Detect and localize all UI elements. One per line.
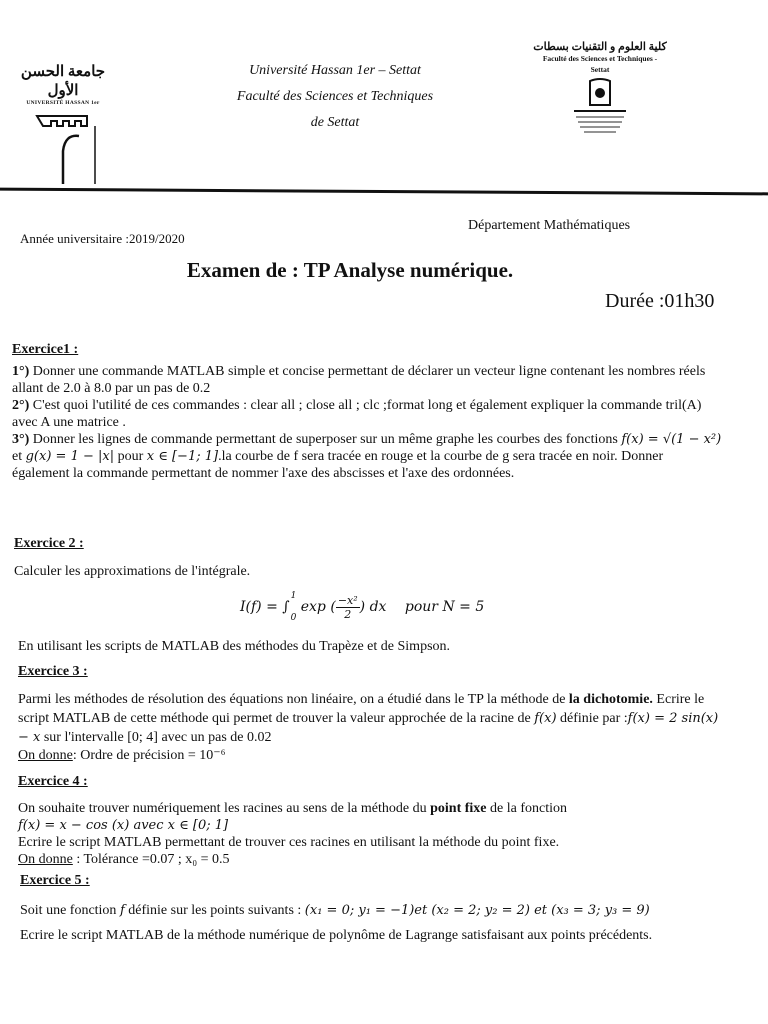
integral-fraction: [336, 594, 360, 621]
exercise-5-instruction: Ecrire le script MATLAB de la méthode numérique de polynôme de Lagrange satisfaisant aux points précédents.: [20, 928, 653, 943]
exercise-text: de la fonction: [490, 801, 567, 816]
exercise-4: [18, 773, 730, 868]
logo-latin-text: UNIVERSITÉ HASSAN 1er: [26, 100, 100, 106]
exercise-4-instruction: Ecrire le script MATLAB permettant de trouver ces racines en utilisant la méthode du point fixe.: [18, 835, 560, 850]
method-name: la dichotomie.: [568, 692, 653, 707]
logo-arabic-text: جامعة الحسن الأول: [20, 64, 106, 99]
academic-year: Année universitaire :2019/2020: [20, 231, 185, 246]
preposition: pour: [117, 449, 144, 464]
question-number: 3°): [12, 432, 30, 447]
exercise-1-question-2: [12, 397, 724, 431]
faculty-french-line1: Faculté des Sciences et Techniques -: [542, 54, 658, 63]
exercise-text: Parmi les méthodes de résolution des équations non linéaire, on a étudié dans le TP la méthode de: [18, 692, 566, 707]
exercise-text: définie par :: [560, 711, 628, 726]
question-number: 2°): [12, 398, 30, 413]
conjunction: et: [12, 449, 23, 464]
exercise-1-question-1: [12, 363, 724, 397]
exercise-1-question-3: [12, 431, 724, 482]
exercise-4-text: [18, 800, 730, 817]
given-label: On donne: [18, 748, 73, 763]
integral-lhs: I(f) = ∫: [240, 599, 290, 615]
domain: x ∈ [−1; 1]: [146, 449, 219, 464]
given-value: : Ordre de précision = 10⁻⁶: [72, 748, 226, 763]
question-text-end: .la courbe de f sera tracée en rouge et la courbe de g sera tracée en noir. Donner également la commande permettant de nommer l'axe des abscisses et l'axe des ordonnées.: [12, 449, 664, 481]
exam-duration: Durée :01h30: [605, 290, 715, 312]
exercise-3-title: Exercice 3 :: [18, 664, 88, 679]
exercise-text: définie sur les points suivants :: [128, 903, 302, 918]
faculty-french-line2: Settat: [590, 65, 610, 74]
exercise-text: Soit une fonction: [20, 903, 117, 918]
exercise-text: Ecrire le script MATLAB de cette méthode qui permet de trouver la valeur approchée de la racine de: [18, 692, 705, 726]
exercise-4-function: f(x) = x − cos (x) avec x ∈ [0; 1]: [18, 818, 229, 833]
institution-header: [200, 58, 470, 136]
exercise-4-given: [18, 851, 730, 868]
exercise-3-text: [18, 690, 724, 747]
exercise-2-outro: En utilisant les scripts de MATLAB des méthodes du Trapèze et de Simpson.: [18, 639, 451, 654]
function-f: f(x) = √(1 − x²): [621, 432, 722, 447]
given-label: On donne: [18, 852, 73, 867]
university-logo: [8, 62, 118, 191]
exercise-5-title: Exercice 5 :: [20, 873, 90, 888]
exercise-2: [14, 535, 724, 580]
faculty-arabic-text: كلية العلوم و التقنيات بسطات: [533, 41, 667, 53]
university-name: Université Hassan 1er – Settat: [249, 63, 421, 78]
exercise-text: On souhaite trouver numériquement les racines au sens de la méthode du: [18, 801, 427, 816]
function-definition: f(x) = 2 sin(x) − x: [18, 711, 719, 745]
question-number: 1°): [12, 364, 30, 379]
exam-title: Examen de : TP Analyse numérique.: [186, 258, 514, 282]
function-f: f(x): [534, 711, 557, 726]
method-name: point fixe: [430, 801, 487, 816]
integral-exp: exp (: [300, 599, 336, 615]
exercise-5: [20, 872, 732, 946]
integral-upper-bound: 1: [290, 591, 297, 601]
function-f: f: [119, 903, 125, 918]
question-text: Donner les lignes de commande permettant de superposer sur un même graphe les courbes des fonctions: [32, 432, 618, 447]
faculty-name: Faculté des Sciences et Techniques: [236, 89, 434, 104]
exercise-3: [18, 663, 724, 764]
faculty-city: de Settat: [310, 115, 360, 130]
exercise-1: [12, 341, 724, 482]
integral-tail: ) dx: [359, 599, 387, 615]
exercise-1-title: Exercice1 :: [12, 342, 79, 357]
question-text: Donner une commande MATLAB simple et concise permettant de déclarer un vecteur ligne contenant les nombres réels allant de 2.0 à 8.0 par un pas de 0.2: [12, 364, 706, 396]
integral-lower-bound: 0: [290, 613, 297, 623]
fraction-numerator: −x²: [337, 593, 358, 607]
university-emblem-icon: [23, 106, 103, 186]
function-g: g(x) = 1 − |x|: [25, 449, 115, 464]
interpolation-points: (x₁ = 0; y₁ = −1)et (x₂ = 2; y₂ = 2) et (x₃ = 3; y₃ = 9): [304, 903, 650, 918]
department: Département Mathématiques: [468, 218, 631, 233]
exercise-2-intro: Calculer les approximations de l'intégrale.: [14, 564, 251, 579]
exercise-3-given: [18, 747, 724, 764]
question-text: C'est quoi l'utilité de ces commandes : clear all ; close all ; clc ;format long et également expliquer la commande tril(A) avec A une matrice .: [12, 398, 702, 430]
fraction-denominator: 2: [344, 607, 352, 621]
faculty-emblem-icon: [560, 75, 640, 137]
faculty-logo: [510, 40, 690, 142]
exercise-text: sur l'intervalle [0; 4] avec un pas de 0.02: [43, 730, 272, 745]
integral-condition: pour N = 5: [404, 599, 485, 615]
header-divider: [0, 188, 768, 196]
exercise-4-title: Exercice 4 :: [18, 774, 88, 789]
given-value: : Tolérance =0.07 ; x₀ = 0.5: [76, 852, 230, 867]
integral-formula: [240, 585, 484, 629]
exercise-5-text: [20, 902, 732, 919]
exercise-2-title: Exercice 2 :: [14, 536, 84, 551]
